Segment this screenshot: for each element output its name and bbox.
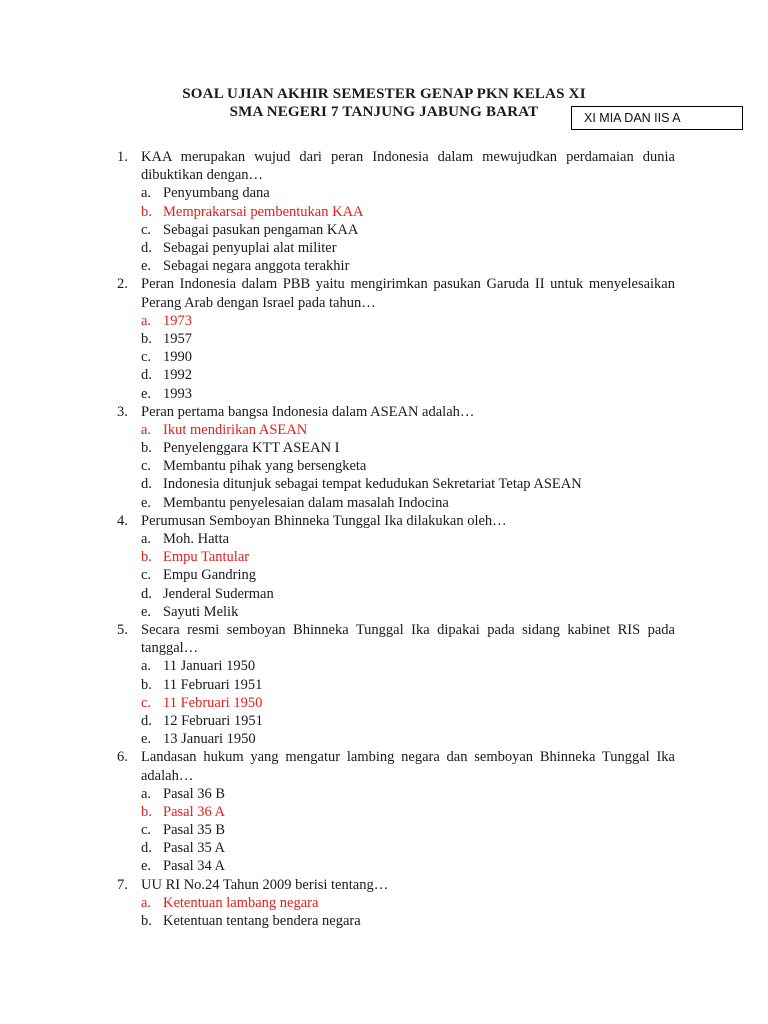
question-item — [0, 876, 768, 931]
option-letter: a. — [141, 658, 152, 675]
option-text: Sebagai pasukan pengaman KAA — [163, 221, 359, 238]
option-text: Pasal 36 A — [163, 803, 226, 820]
question-text: Perumusan Semboyan Bhinneka Tunggal Ika dilakukan oleh… — [141, 512, 507, 529]
answer-option-correct — [0, 312, 768, 330]
option-letter: a. — [141, 531, 152, 548]
option-letter: b. — [141, 913, 152, 930]
option-letter: d. — [141, 476, 152, 493]
option-letter: d. — [141, 367, 152, 384]
option-text: 1992 — [163, 367, 192, 384]
option-letter: c. — [141, 567, 152, 584]
option-letter: e. — [141, 494, 152, 511]
option-letter: b. — [141, 330, 152, 347]
option-text: 1957 — [163, 330, 192, 347]
question-item — [0, 275, 768, 402]
question-item — [0, 148, 768, 275]
answer-option — [0, 839, 768, 857]
answer-option-correct — [0, 894, 768, 912]
question-number: 5. — [117, 621, 128, 638]
option-letter: b. — [141, 676, 152, 693]
option-text: Indonesia ditunjuk sebagai tempat kedudukan Sekretariat Tetap ASEAN — [163, 476, 582, 493]
option-letter: d. — [141, 712, 152, 729]
question-text: KAA merupakan wujud dari peran Indonesia dalam mewujudkan perdamaian dunia dibuktikan dengan… — [141, 149, 675, 184]
option-letter: e. — [141, 603, 152, 620]
option-letter: c. — [141, 822, 152, 839]
answer-option — [0, 257, 768, 275]
class-label-box: XI MIA DAN IIS A — [571, 106, 743, 130]
answer-option-correct — [0, 803, 768, 821]
answer-option — [0, 385, 768, 403]
answer-option — [0, 712, 768, 730]
option-letter: c. — [141, 349, 152, 366]
option-letter: e. — [141, 385, 152, 402]
option-text: Sayuti Melik — [163, 603, 239, 620]
answer-option — [0, 857, 768, 875]
answer-option-correct — [0, 203, 768, 221]
option-text: Pasal 34 A — [163, 858, 226, 875]
answer-option — [0, 821, 768, 839]
answer-option — [0, 184, 768, 202]
answer-option — [0, 603, 768, 621]
answer-option — [0, 475, 768, 493]
answer-option — [0, 494, 768, 512]
option-text: Membantu pihak yang bersengketa — [163, 458, 367, 475]
option-letter: c. — [141, 458, 152, 475]
option-text: Moh. Hatta — [163, 531, 230, 548]
answer-option-correct — [0, 548, 768, 566]
option-letter: d. — [141, 239, 152, 256]
answer-option — [0, 330, 768, 348]
option-letter: e. — [141, 731, 152, 748]
option-letter: b. — [141, 549, 152, 566]
answer-option — [0, 221, 768, 239]
question-text: Secara resmi semboyan Bhinneka Tunggal Ika dipakai pada sidang kabinet RIS pada tanggal… — [141, 621, 675, 657]
question-number: 3. — [117, 403, 128, 420]
answer-option-correct — [0, 694, 768, 712]
option-text: Jenderal Suderman — [163, 585, 274, 602]
option-text: Empu Gandring — [163, 567, 257, 584]
option-text: Pasal 36 B — [163, 785, 226, 802]
question-item — [0, 748, 768, 875]
question-text: Landasan hukum yang mengatur lambing negara dan semboyan Bhinneka Tunggal Ika adalah… — [141, 749, 675, 784]
option-text: 11 Februari 1951 — [163, 676, 263, 693]
option-text: 12 Februari 1951 — [163, 712, 263, 729]
option-letter: c. — [141, 694, 152, 711]
option-letter: a. — [141, 894, 152, 911]
option-letter: b. — [141, 440, 152, 457]
option-letter: a. — [141, 312, 152, 329]
option-letter: d. — [141, 585, 152, 602]
option-letter: a. — [141, 421, 152, 438]
option-text: Ikut mendirikan ASEAN — [163, 421, 308, 438]
question-item — [0, 403, 768, 512]
option-text: Sebagai negara anggota terakhir — [163, 258, 350, 275]
option-letter: b. — [141, 203, 152, 220]
question-number: 4. — [117, 512, 128, 529]
option-text: Ketentuan tentang bendera negara — [163, 913, 361, 930]
option-text: Ketentuan lambang negara — [163, 894, 319, 911]
option-letter: a. — [141, 185, 152, 202]
question-text: UU RI No.24 Tahun 2009 berisi tentang… — [141, 876, 389, 893]
option-letter: b. — [141, 803, 152, 820]
answer-option — [0, 730, 768, 748]
option-letter: e. — [141, 258, 152, 275]
question-item — [0, 621, 768, 748]
answer-option — [0, 530, 768, 548]
question-number: 7. — [117, 876, 128, 893]
answer-option — [0, 676, 768, 694]
option-text: Memprakarsai pembentukan KAA — [163, 203, 364, 220]
answer-option — [0, 366, 768, 384]
option-letter: a. — [141, 785, 152, 802]
question-text: Peran Indonesia dalam PBB yaitu mengirimkan pasukan Garuda II untuk menyelesaikan Perang Arab dengan Israel pada tahun… — [141, 276, 675, 311]
option-text: 13 Januari 1950 — [163, 731, 256, 748]
answer-option — [0, 912, 768, 930]
question-item — [0, 512, 768, 621]
option-text: Sebagai penyuplai alat militer — [163, 239, 337, 256]
answer-option — [0, 585, 768, 603]
answer-option — [0, 348, 768, 366]
answer-option — [0, 239, 768, 257]
option-text: Empu Tantular — [163, 549, 250, 566]
answer-option — [0, 439, 768, 457]
question-number: 1. — [117, 149, 128, 165]
question-number: 6. — [117, 749, 128, 766]
answer-option — [0, 785, 768, 803]
option-text: 1993 — [163, 385, 192, 402]
option-text: Membantu penyelesaian dalam masalah Indocina — [163, 494, 449, 511]
exam-title: SOAL UJIAN AKHIR SEMESTER GENAP PKN KELAS XI — [182, 86, 586, 102]
option-letter: e. — [141, 858, 152, 875]
option-text: 1990 — [163, 349, 192, 366]
option-text: Penyumbang dana — [163, 185, 270, 202]
option-text: 11 Januari 1950 — [163, 658, 256, 675]
option-text: Pasal 35 B — [163, 822, 226, 839]
answer-option-correct — [0, 421, 768, 439]
option-letter: c. — [141, 221, 152, 238]
option-letter: d. — [141, 840, 152, 857]
answer-option — [0, 457, 768, 475]
school-name: SMA NEGERI 7 TANJUNG JABUNG BARAT — [229, 104, 539, 120]
option-text: Penyelenggara KTT ASEAN I — [163, 440, 340, 457]
answer-option — [0, 657, 768, 675]
question-text: Peran pertama bangsa Indonesia dalam ASEAN adalah… — [141, 403, 475, 420]
question-list — [0, 148, 768, 930]
option-text: Pasal 35 A — [163, 840, 226, 857]
question-number: 2. — [117, 276, 128, 293]
option-text: 1973 — [163, 312, 192, 329]
answer-option — [0, 566, 768, 584]
option-text: 11 Februari 1950 — [163, 694, 263, 711]
